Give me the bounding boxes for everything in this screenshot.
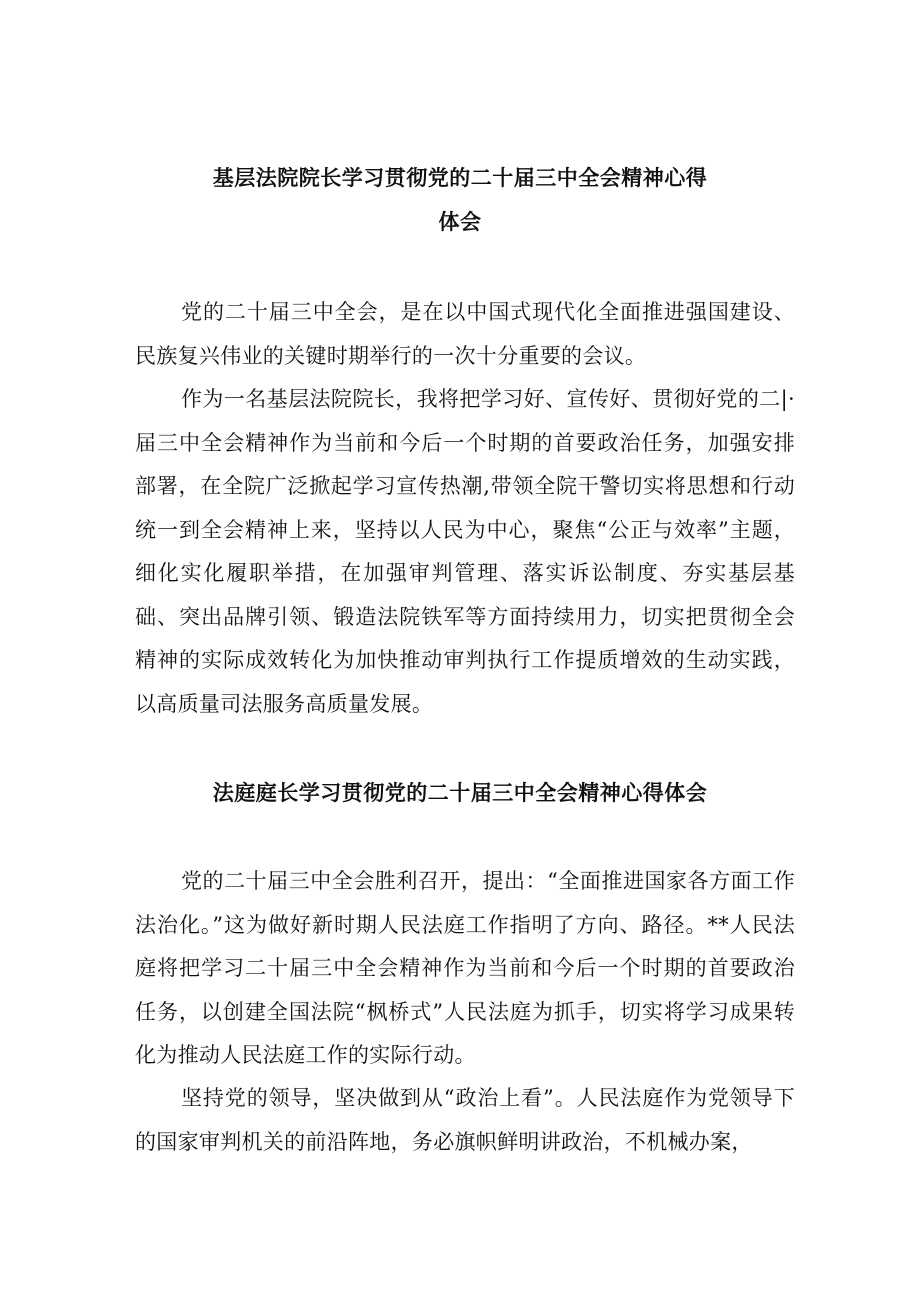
- section2-paragraph-1: 党的二十届三中全会胜利召开，提出：“全面推进国家各方面工作法治化。”这为做好新时期人民法庭工作指明了方向、路径。**人民法庭将把学习二十届三中全会精神作为当前和今后一个时期的首要政治任务，以创建全国法院“枫桥式”人民法庭为抓手，切实将学习成果转化为推动人民法庭工作的实际行动。: [135, 869, 795, 1067]
- section1-title-line2: 体会: [438, 210, 482, 234]
- section1-paragraph-1: 党的二十届三中全会，是在以中国式现代化全面推进强国建设、民族复兴伟业的关键时期举行的一次十分重要的会议。: [135, 300, 795, 368]
- section2-title: 法庭庭长学习贯彻党的二十届三中全会精神心得体会: [212, 781, 708, 805]
- section1-title-line1: 基层法院院长学习贯彻党的二十届三中全会精神心得: [212, 166, 708, 190]
- section1-paragraph-2: 作为一名基层法院院长，我将把学习好、宣传好、贯彻好党的二|·届三中全会精神作为当前和今后一个时期的首要政治任务，加强安排部署，在全院广泛掀起学习宣传热潮,带领全院干警切实将思想和行动统一到全会精神上来，坚持以人民为中心，聚焦“公正与效率”主题，细化实化履职举措，在加强审判管理、落实诉讼制度、夯实基层基础、突出品牌引领、锻造法院铁军等方面持续用力，切实把贯彻全会精神的实际成效转化为加快推动审判执行工作提质增效的生动实践，以高质量司法服务高质量发展。: [135, 387, 795, 716]
- section2-paragraph-2: 坚持党的领导，坚决做到从“政治上看”。人民法庭作为党领导下的国家审判机关的前沿阵地，务必旗帜鲜明讲政治，不机械办案，: [135, 1086, 795, 1154]
